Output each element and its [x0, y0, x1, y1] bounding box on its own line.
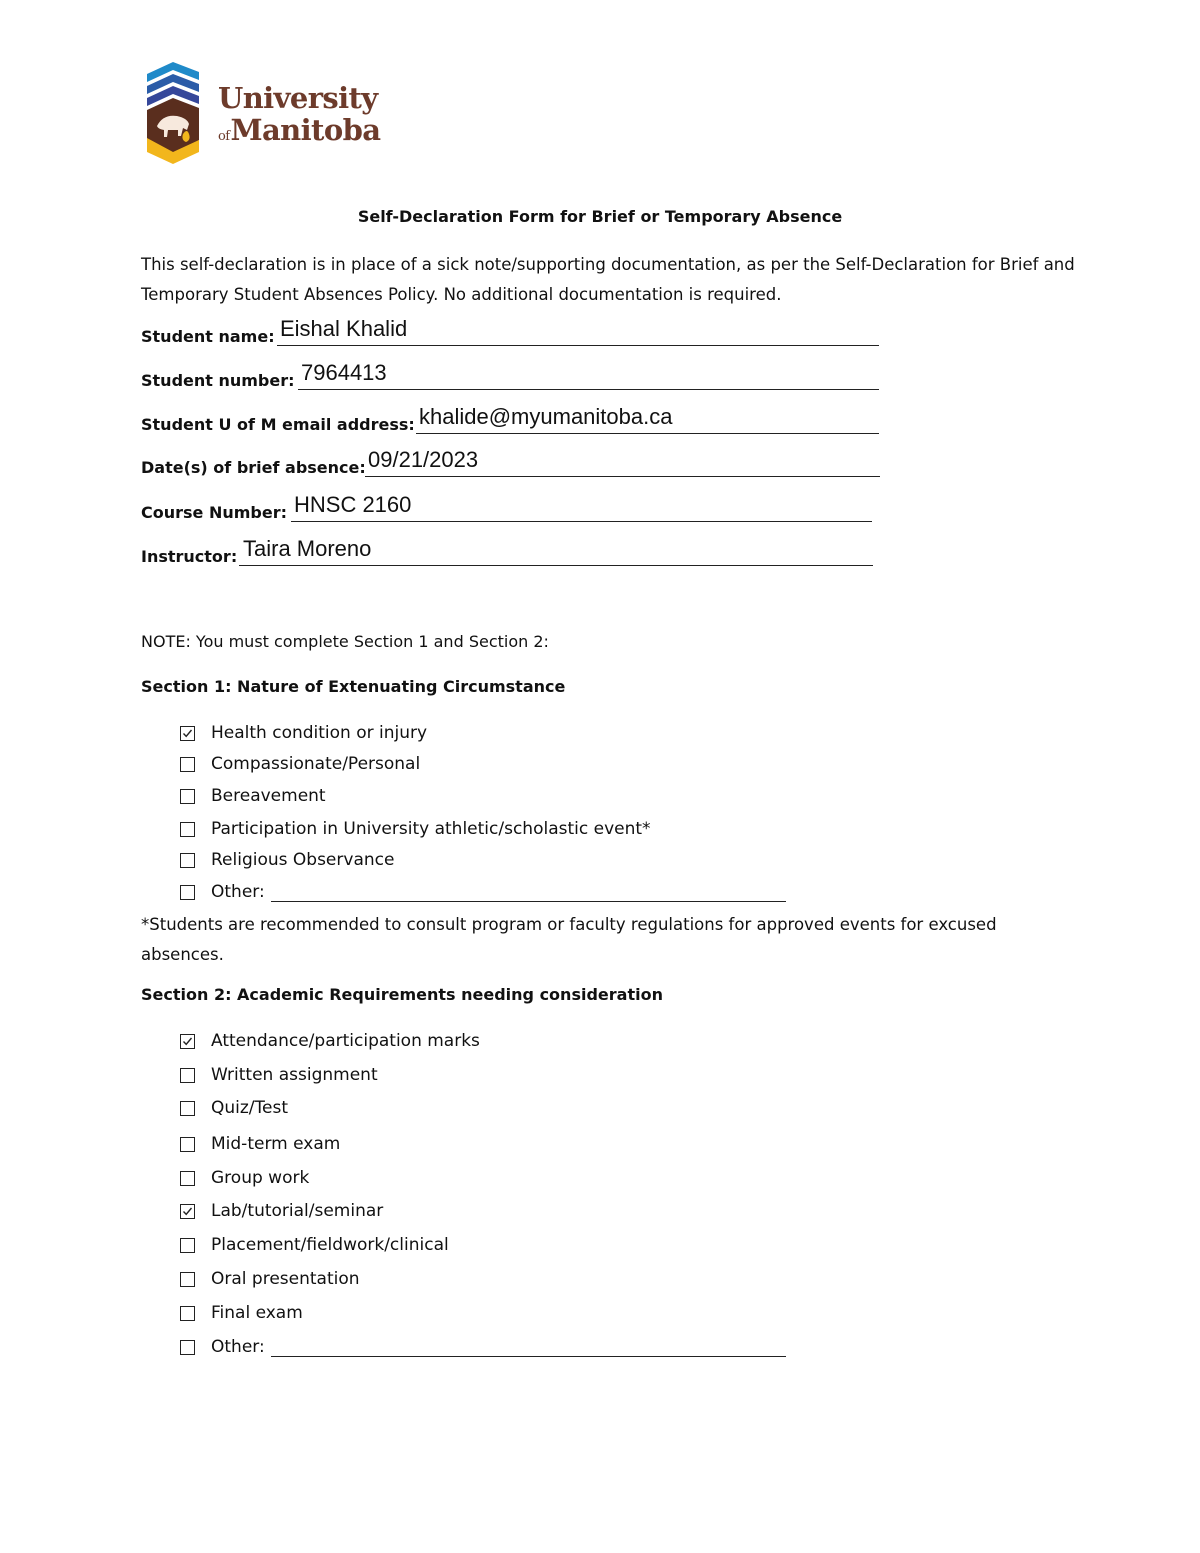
field-underline: [416, 433, 879, 434]
section1-option[interactable]: [180, 721, 427, 745]
course-number-value[interactable]: HNSC 2160: [294, 492, 412, 517]
checkbox-icon[interactable]: [180, 822, 195, 837]
option-label: Other:: [211, 1337, 265, 1357]
field-underline: [298, 389, 879, 390]
option-label: Written assignment: [211, 1065, 378, 1085]
logo-of: of: [218, 129, 230, 144]
section2-option-other[interactable]: [180, 1335, 786, 1359]
section1-option[interactable]: [180, 848, 394, 872]
option-label: Oral presentation: [211, 1269, 360, 1289]
checkbox-checked-icon[interactable]: [180, 726, 195, 741]
student-name-value[interactable]: Eishal Khalid: [280, 316, 408, 341]
section2-option[interactable]: [180, 1029, 480, 1053]
option-label: Mid-term exam: [211, 1134, 341, 1154]
field-label: Student number:: [141, 371, 295, 390]
option-label: Other:: [211, 882, 265, 902]
checkbox-icon[interactable]: [180, 789, 195, 804]
email-value[interactable]: khalide@myumanitoba.ca: [419, 404, 673, 429]
checkbox-icon[interactable]: [180, 757, 195, 772]
option-label: Compassionate/Personal: [211, 754, 421, 774]
section1-heading: Section 1: Nature of Extenuating Circumstance: [141, 677, 566, 696]
instructor-value[interactable]: Taira Moreno: [243, 536, 372, 561]
checkbox-icon[interactable]: [180, 1101, 195, 1116]
student-number-value[interactable]: 7964413: [301, 360, 387, 385]
section1-option-other[interactable]: [180, 880, 786, 904]
section1-footnote: *Students are recommended to consult program or faculty regulations for approved events for excused absences.: [141, 915, 997, 964]
checkbox-icon[interactable]: [180, 1137, 195, 1152]
checkbox-icon[interactable]: [180, 1171, 195, 1186]
field-underline: [291, 521, 872, 522]
field-underline: [277, 345, 879, 346]
checkbox-checked-icon[interactable]: [180, 1034, 195, 1049]
option-label: Participation in University athletic/scholastic event*: [211, 819, 651, 839]
field-label: Date(s) of brief absence:: [141, 458, 366, 477]
option-label: Final exam: [211, 1303, 303, 1323]
student-name-field: [141, 316, 881, 346]
checkbox-icon[interactable]: [180, 1068, 195, 1083]
checkbox-icon[interactable]: [180, 1306, 195, 1321]
form-title: Self-Declaration Form for Brief or Temporary Absence: [357, 207, 843, 226]
field-underline: [365, 476, 880, 477]
checkbox-icon[interactable]: [180, 1340, 195, 1355]
section2-option[interactable]: [180, 1063, 378, 1087]
checkbox-icon[interactable]: [180, 1238, 195, 1253]
section2-option[interactable]: [180, 1233, 449, 1257]
section2-option[interactable]: [180, 1301, 303, 1325]
section2-option[interactable]: [180, 1096, 288, 1120]
student-number-field: [141, 360, 881, 390]
logo-wordmark: [218, 82, 380, 153]
checkbox-checked-icon[interactable]: [180, 1204, 195, 1219]
checkbox-icon[interactable]: [180, 885, 195, 900]
logo-line-university: University: [218, 81, 378, 115]
section1-option[interactable]: [180, 784, 326, 808]
section1-option[interactable]: [180, 752, 420, 776]
other-input-line[interactable]: [271, 1338, 786, 1357]
section2-heading: Section 2: Academic Requirements needing consideration: [141, 985, 663, 1004]
absence-date-value[interactable]: 09/21/2023: [368, 447, 479, 472]
option-label: Attendance/participation marks: [211, 1031, 480, 1051]
completion-note: NOTE: You must complete Section 1 and Section 2:: [141, 632, 549, 651]
intro-paragraph: This self-declaration is in place of a sick note/supporting documentation, as per the Self-Declaration for Brief and Temporary Student Absences Policy. No additional documentation is required.: [141, 255, 1075, 304]
section2-option[interactable]: [180, 1166, 309, 1190]
option-label: Bereavement: [211, 786, 326, 806]
email-field: [141, 404, 881, 434]
field-underline: [239, 565, 873, 566]
section1-option[interactable]: [180, 817, 651, 841]
section2-option[interactable]: [180, 1267, 360, 1291]
option-label: Lab/tutorial/seminar: [211, 1201, 384, 1221]
option-label: Group work: [211, 1168, 310, 1188]
instructor-field: [141, 536, 875, 566]
option-label: Religious Observance: [211, 850, 395, 870]
option-label: Placement/fieldwork/clinical: [211, 1235, 449, 1255]
field-label: Student U of M email address:: [141, 415, 415, 434]
option-label: Quiz/Test: [211, 1098, 289, 1118]
logo-line-manitoba: Manitoba: [230, 113, 381, 147]
checkbox-icon[interactable]: [180, 853, 195, 868]
bison-shield-icon: [143, 60, 203, 165]
absence-date-field: [141, 447, 882, 477]
other-input-line[interactable]: [271, 883, 786, 902]
section2-option[interactable]: [180, 1132, 340, 1156]
checkbox-icon[interactable]: [180, 1272, 195, 1287]
field-label: Student name:: [141, 327, 275, 346]
course-number-field: [141, 492, 874, 522]
option-label: Health condition or injury: [211, 723, 428, 743]
section2-option[interactable]: [180, 1199, 383, 1223]
field-label: Course Number:: [141, 503, 288, 522]
university-logo: [143, 60, 383, 165]
field-label: Instructor:: [141, 547, 238, 566]
